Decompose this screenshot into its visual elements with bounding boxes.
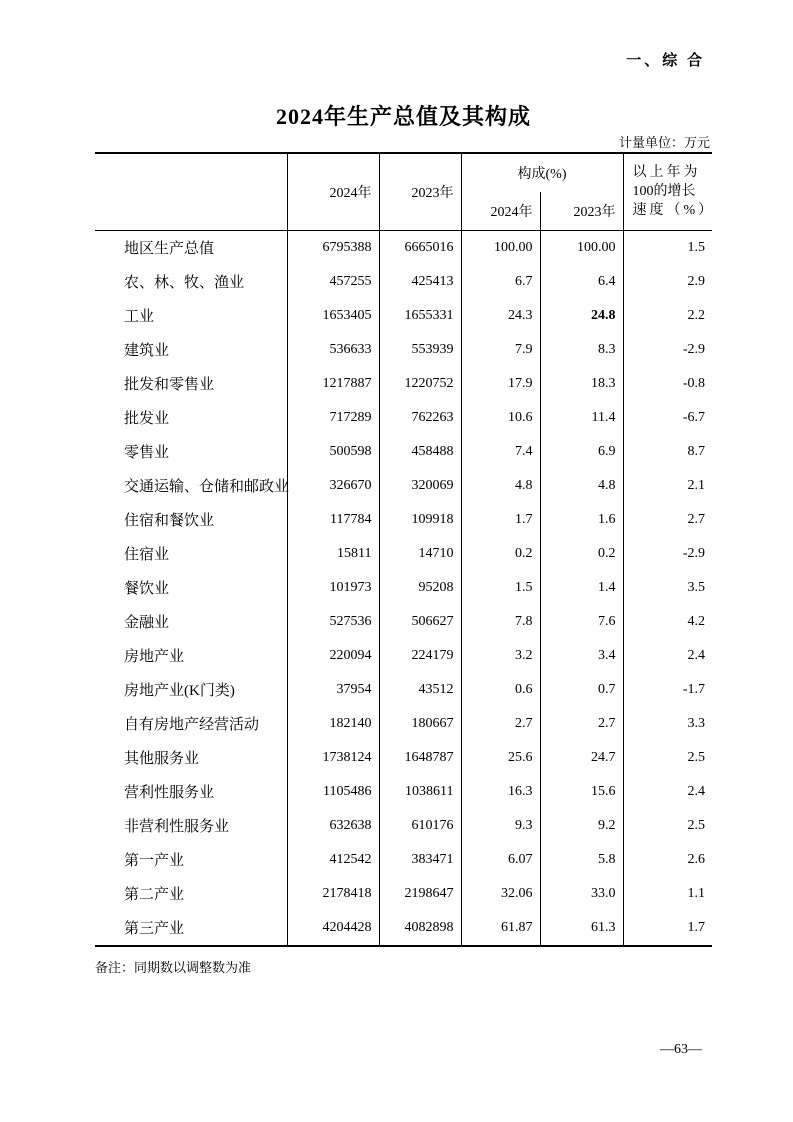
value-2023: 2198647: [379, 877, 461, 911]
table-row: [95, 230, 712, 265]
row-label: 交通运输、仓储和邮政业: [95, 469, 287, 503]
header-label-blank: [95, 153, 287, 230]
comp-2024: 3.2: [461, 639, 540, 673]
comp-2024: 24.3: [461, 299, 540, 333]
value-2023: 1220752: [379, 367, 461, 401]
comp-2023: 6.4: [540, 265, 623, 299]
growth-rate: 2.5: [687, 749, 705, 765]
value-2024: 117784: [287, 503, 379, 537]
row-label: 非营利性服务业: [95, 809, 287, 843]
comp-2023: 11.4: [540, 401, 623, 435]
row-label: 房地产业: [95, 639, 287, 673]
comp-2024: 1.7: [461, 503, 540, 537]
comp-2023: 0.2: [540, 537, 623, 571]
growth-rate: 3.3: [687, 715, 705, 731]
value-2024: 220094: [287, 639, 379, 673]
comp-2023: 3.4: [540, 639, 623, 673]
comp-2024: 6.7: [461, 265, 540, 299]
value-2024: 326670: [287, 469, 379, 503]
table-row: [95, 775, 712, 809]
comp-2023: 15.6: [540, 775, 623, 809]
growth-rate: 1.5: [687, 239, 705, 255]
comp-2023: 8.3: [540, 333, 623, 367]
growth-rate: 3.5: [687, 579, 705, 595]
growth-rate: 2.4: [687, 647, 705, 663]
growth-rate: 2.2: [687, 307, 705, 323]
comp-2024: 1.5: [461, 571, 540, 605]
row-label: 自有房地产经营活动: [95, 707, 287, 741]
growth-rate: -1.7: [682, 681, 705, 697]
table-row: [95, 435, 712, 469]
value-2024: 717289: [287, 401, 379, 435]
comp-2024: 0.2: [461, 537, 540, 571]
row-label: 工业: [95, 299, 287, 333]
table-row: [95, 809, 712, 843]
row-label: 批发业: [95, 401, 287, 435]
growth-rate: 8.7: [687, 443, 705, 459]
header-growth-line1: 以上年为: [632, 165, 701, 181]
footnote: 备注：同期数以调整数为准: [95, 960, 252, 975]
table-row: [95, 537, 712, 571]
value-2024: 6795388: [287, 230, 379, 265]
growth-rate: 1.7: [687, 919, 705, 935]
page-number: —63—: [660, 1042, 702, 1057]
table-row: [95, 741, 712, 775]
value-2024: 527536: [287, 605, 379, 639]
table-row: [95, 401, 712, 435]
value-2024: 536633: [287, 333, 379, 367]
header-growth-line3: 速度（%）: [632, 203, 716, 219]
row-label: 其他服务业: [95, 741, 287, 775]
table-row: [95, 911, 712, 946]
row-label: 批发和零售业: [95, 367, 287, 401]
value-2024: 500598: [287, 435, 379, 469]
table-row: [95, 605, 712, 639]
header-growth-speed: [623, 153, 716, 230]
table-row: [95, 571, 712, 605]
growth-rate: 2.9: [687, 273, 705, 289]
growth-rate: 2.7: [687, 511, 705, 527]
gdp-table: [95, 152, 716, 947]
comp-2023: 6.9: [540, 435, 623, 469]
table-row: [95, 299, 712, 333]
growth-rate: -0.8: [682, 375, 705, 391]
row-label: 金融业: [95, 605, 287, 639]
table-body: [95, 230, 712, 946]
value-2023: 43512: [379, 673, 461, 707]
comp-2023: 33.0: [540, 877, 623, 911]
comp-2023: 9.2: [540, 809, 623, 843]
value-2024: 4204428: [287, 911, 379, 946]
header-composition-group: 构成(%): [461, 153, 623, 192]
row-label: 建筑业: [95, 333, 287, 367]
comp-2024: 100.00: [461, 230, 540, 265]
value-2023: 458488: [379, 435, 461, 469]
comp-2024: 9.3: [461, 809, 540, 843]
value-2023: 4082898: [379, 911, 461, 946]
row-label: 地区生产总值: [95, 230, 287, 265]
comp-2023: 1.4: [540, 571, 623, 605]
table-row: [95, 367, 712, 401]
growth-rate: 1.1: [687, 885, 705, 901]
growth-rate: -2.9: [682, 341, 705, 357]
table-row: [95, 707, 712, 741]
value-2023: 6665016: [379, 230, 461, 265]
comp-2024: 10.6: [461, 401, 540, 435]
table-row: [95, 639, 712, 673]
value-2023: 320069: [379, 469, 461, 503]
value-2023: 224179: [379, 639, 461, 673]
value-2024: 1653405: [287, 299, 379, 333]
comp-2023: 1.6: [540, 503, 623, 537]
comp-2024: 25.6: [461, 741, 540, 775]
header-growth-line2: 100的增长: [632, 184, 696, 200]
growth-rate: 2.4: [687, 783, 705, 799]
table-row: [95, 673, 712, 707]
section-header: 一、综 合: [626, 53, 705, 69]
value-2023: 762263: [379, 401, 461, 435]
comp-2023: 4.8: [540, 469, 623, 503]
value-2024: 457255: [287, 265, 379, 299]
table-row: [95, 333, 712, 367]
value-2024: 15811: [287, 537, 379, 571]
row-label: 餐饮业: [95, 571, 287, 605]
comp-2023: 61.3: [540, 911, 623, 946]
header-row-1: [95, 153, 712, 192]
comp-2024: 17.9: [461, 367, 540, 401]
header-comp-2024: 2024年: [461, 192, 540, 230]
comp-2024: 61.87: [461, 911, 540, 946]
header-col-2024: 2024年: [287, 153, 379, 230]
growth-rate: -2.9: [682, 545, 705, 561]
value-2024: 412542: [287, 843, 379, 877]
value-2024: 632638: [287, 809, 379, 843]
comp-2023: 24.7: [540, 741, 623, 775]
unit-note: 计量单位：万元: [618, 135, 710, 150]
row-label: 农、林、牧、渔业: [95, 265, 287, 299]
comp-2024: 0.6: [461, 673, 540, 707]
table-row: [95, 469, 712, 503]
row-label: 第一产业: [95, 843, 287, 877]
table-header: [95, 153, 716, 230]
value-2023: 180667: [379, 707, 461, 741]
comp-2024: 16.3: [461, 775, 540, 809]
value-2024: 1105486: [287, 775, 379, 809]
comp-2024: 7.4: [461, 435, 540, 469]
table-row: [95, 843, 712, 877]
table-row: [95, 877, 712, 911]
value-2024: 37954: [287, 673, 379, 707]
comp-2024: 2.7: [461, 707, 540, 741]
value-2023: 95208: [379, 571, 461, 605]
header-comp-2023: 2023年: [540, 192, 623, 230]
comp-2023: 24.8: [540, 299, 623, 333]
comp-2024: 6.07: [461, 843, 540, 877]
growth-rate: -6.7: [682, 409, 705, 425]
growth-rate: 2.1: [687, 477, 705, 493]
value-2023: 553939: [379, 333, 461, 367]
row-label: 住宿业: [95, 537, 287, 571]
comp-2023: 2.7: [540, 707, 623, 741]
value-2023: 383471: [379, 843, 461, 877]
comp-2024: 7.8: [461, 605, 540, 639]
comp-2023: 100.00: [540, 230, 623, 265]
comp-2023: 5.8: [540, 843, 623, 877]
page-title: 2024年生产总值及其构成: [275, 104, 531, 129]
comp-2024: 4.8: [461, 469, 540, 503]
growth-rate: 4.2: [687, 613, 705, 629]
value-2023: 109918: [379, 503, 461, 537]
comp-2023: 7.6: [540, 605, 623, 639]
row-label: 营利性服务业: [95, 775, 287, 809]
value-2023: 425413: [379, 265, 461, 299]
value-2024: 2178418: [287, 877, 379, 911]
value-2023: 1648787: [379, 741, 461, 775]
row-label: 房地产业(K门类): [95, 673, 287, 707]
value-2023: 1038611: [379, 775, 461, 809]
value-2024: 101973: [287, 571, 379, 605]
comp-2024: 32.06: [461, 877, 540, 911]
row-label: 第三产业: [95, 911, 287, 946]
table-row: [95, 265, 712, 299]
comp-2023: 0.7: [540, 673, 623, 707]
value-2023: 610176: [379, 809, 461, 843]
comp-2023: 18.3: [540, 367, 623, 401]
value-2024: 182140: [287, 707, 379, 741]
row-label: 住宿和餐饮业: [95, 503, 287, 537]
table-row: [95, 503, 712, 537]
growth-rate: 2.6: [687, 851, 705, 867]
value-2024: 1217887: [287, 367, 379, 401]
value-2023: 506627: [379, 605, 461, 639]
row-label: 第二产业: [95, 877, 287, 911]
growth-rate: 2.5: [687, 817, 705, 833]
value-2024: 1738124: [287, 741, 379, 775]
value-2023: 1655331: [379, 299, 461, 333]
value-2023: 14710: [379, 537, 461, 571]
row-label: 零售业: [95, 435, 287, 469]
header-col-2023: 2023年: [379, 153, 461, 230]
comp-2024: 7.9: [461, 333, 540, 367]
